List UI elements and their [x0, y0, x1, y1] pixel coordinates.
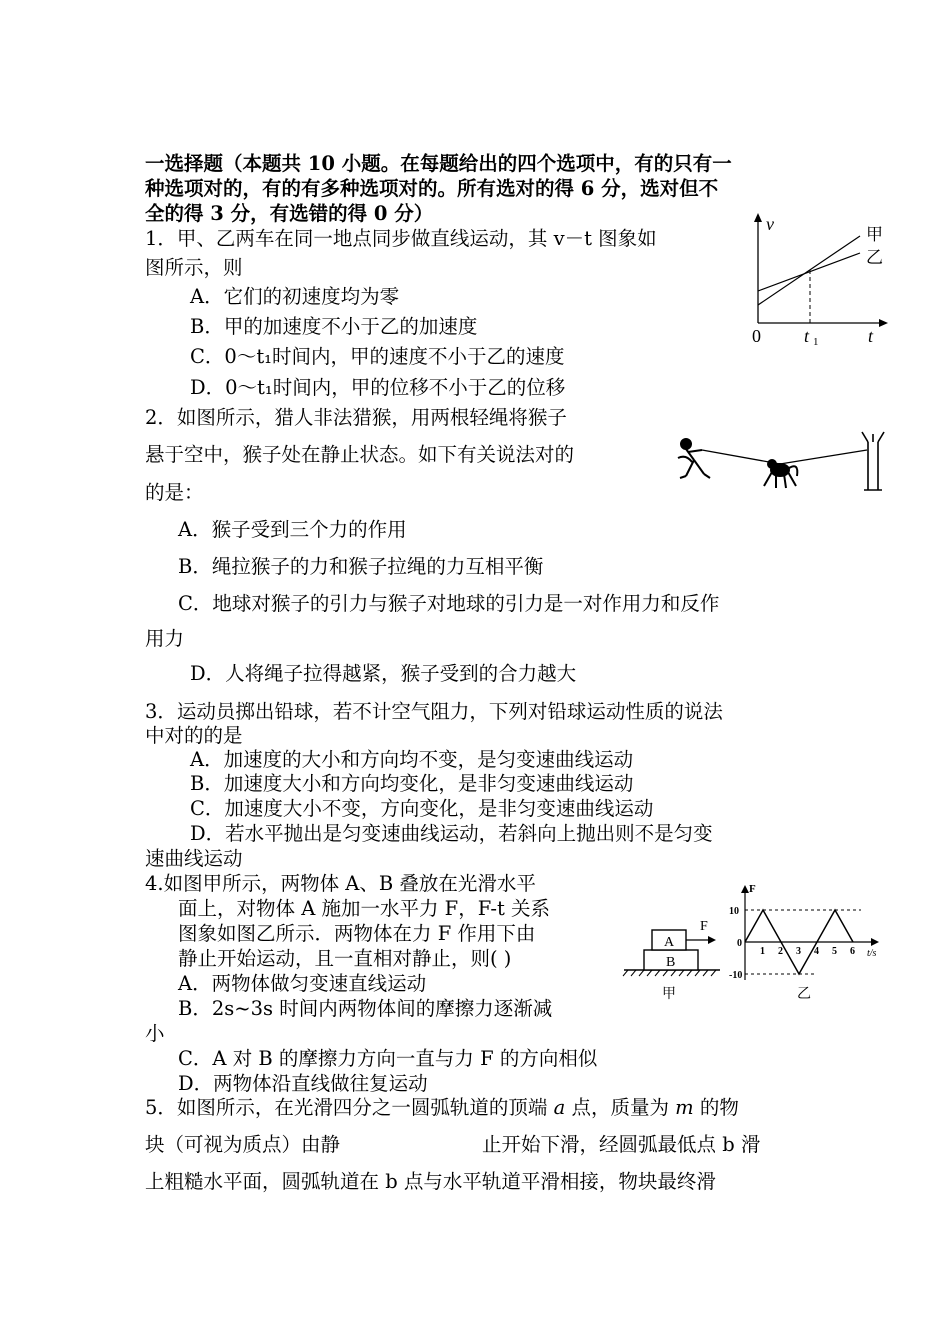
q5-point-a: a — [553, 1096, 566, 1119]
q2-monkey-figure — [764, 460, 797, 488]
q4-figure-yi — [729, 880, 885, 1005]
q4-ymin-label: -10 — [729, 970, 743, 981]
q4-stem-line2: 面上，对物体 A 施加一水平力 F，F-t 关系 — [178, 897, 550, 920]
q1-origin-label: 0 — [752, 326, 761, 346]
q1-option-d: D．0～t₁时间内，甲的位移不小于乙的位移 — [190, 376, 566, 399]
q4-option-b-line1: B．2s~3s 时间内两物体间的摩擦力逐渐减 — [178, 997, 553, 1020]
q2-rope — [702, 450, 867, 464]
q4-figure-jia-caption: 甲 — [662, 987, 676, 1002]
q4-force-arrowhead — [708, 936, 716, 944]
section-header-line1: 一选择题（本题共 10 小题。在每题给出的四个选项中，有的只有一 — [145, 152, 732, 175]
q1-t1-label: t — [804, 326, 810, 346]
q4-figure-jia — [620, 910, 730, 1005]
q3-option-c: C．加速度大小不变，方向变化，是非匀变速曲线运动 — [190, 797, 654, 820]
q1-v-label: v — [766, 214, 774, 234]
q4-tick-5: 5 — [832, 946, 837, 957]
q1-option-b: B．甲的加速度不小于乙的加速度 — [190, 315, 478, 338]
q4-option-a: A．两物体做匀变速直线运动 — [178, 972, 427, 995]
q4-tick-1: 1 — [760, 946, 765, 957]
q1-t1-subscript: 1 — [813, 336, 819, 348]
q4-origin-label: 0 — [737, 938, 742, 949]
q4-block-b-label: B — [666, 955, 676, 970]
q2-option-d: D．人将绳子拉得越紧，猴子受到的合力越大 — [190, 662, 577, 685]
q2-stem-line1: 2．如图所示，猎人非法猎猴，用两根轻绳将猴子 — [145, 406, 567, 429]
q1-vt-graph — [748, 208, 898, 348]
q3-option-d-line1: D．若水平抛出是匀变速曲线运动，若斜向上抛出则不是匀变 — [190, 822, 713, 845]
section-header-line3: 全的得 3 分，有选错的得 0 分） — [145, 202, 434, 225]
q4-option-c: C．A 对 B 的摩擦力方向一直与力 F 的方向相似 — [178, 1047, 598, 1070]
q4-tick-4: 4 — [814, 946, 819, 957]
q5-stem-line2a: 块（可视为质点）由静 — [145, 1133, 341, 1156]
q4-option-b-line2: 小 — [145, 1022, 165, 1045]
q5-stem-line3: 上粗糙水平面，圆弧轨道在 b 点与水平轨道平滑相接，物块最终滑 — [145, 1170, 716, 1193]
q4-force-label: F — [700, 919, 708, 934]
q1-yi-label: 乙 — [866, 248, 883, 267]
q1-stem-line2: 图所示，则 — [145, 256, 243, 279]
q1-stem-line1: 1．甲、乙两车在同一地点同步做直线运动，其 v－t 图象如 — [145, 227, 657, 250]
q4-f-label: F — [749, 883, 756, 895]
q2-option-c-line2: 用力 — [145, 627, 185, 650]
q1-option-c: C．0～t₁时间内，甲的速度不小于乙的速度 — [190, 345, 565, 368]
q2-option-a: A．猴子受到三个力的作用 — [178, 518, 407, 541]
q4-stem-line1: 4.如图甲所示，两物体 A、B 叠放在光滑水平 — [145, 872, 536, 895]
q3-stem-line1: 3．运动员掷出铅球，若不计空气阻力，下列对铅球运动性质的说法 — [145, 700, 723, 723]
q2-stem-line2: 悬于空中，猴子处在静止状态。如下有关说法对的 — [145, 443, 575, 466]
q3-option-d-line2: 速曲线运动 — [145, 847, 243, 870]
q2-hunter-figure — [678, 439, 710, 478]
q1-jia-label: 甲 — [866, 225, 883, 244]
section-header-line2: 种选项对的，有的有多种选项对的。所有选对的得 6 分，选对但不 — [145, 177, 719, 200]
q2-stem-line3: 的是： — [145, 481, 204, 504]
q5-stem-line2b: 止开始下滑，经圆弧最低点 b 滑 — [482, 1133, 761, 1156]
q1-line-jia — [758, 236, 860, 305]
q5-stem-part2: 点，质量为 — [565, 1096, 676, 1119]
q5-mass-m: m — [675, 1096, 694, 1119]
q5-stem-part1: 5．如图所示，在光滑四分之一圆弧轨道的顶端 — [145, 1096, 554, 1119]
q4-f-axis-arrow — [741, 885, 749, 893]
q2-tree-figure — [862, 432, 884, 490]
q4-tick-3: 3 — [796, 946, 801, 957]
q4-t-axis-arrow — [871, 938, 879, 946]
q4-stem-line4: 静止开始运动，且一直相对静止，则( ) — [178, 947, 512, 970]
q5-stem-part3: 的物 — [693, 1096, 739, 1119]
q3-option-b: B．加速度大小和方向均变化，是非匀变速曲线运动 — [190, 772, 634, 795]
q4-figure-yi-caption: 乙 — [797, 987, 811, 1002]
q4-ground-hatch — [623, 970, 716, 976]
q2-option-b: B．绳拉猴子的力和猴子拉绳的力互相平衡 — [178, 555, 544, 578]
q4-tick-6: 6 — [850, 946, 855, 957]
q3-stem-line2: 中对的的是 — [145, 724, 243, 747]
q5-stem-line1 — [145, 1096, 739, 1120]
q1-line-yi — [758, 253, 860, 291]
q3-option-a: A．加速度的大小和方向均不变，是匀变速曲线运动 — [190, 748, 634, 771]
q1-v-axis-arrow — [754, 213, 762, 222]
q2-hunter-monkey-picture — [672, 428, 887, 496]
q4-t-label: t/s — [867, 948, 877, 959]
q4-stem-line3: 图象如图乙所示．两物体在力 F 作用下由 — [178, 922, 536, 945]
q1-t-label: t — [868, 326, 874, 346]
q2-option-c-line1: C．地球对猴子的引力与猴子对地球的引力是一对作用力和反作 — [178, 592, 720, 615]
q4-block-a-label: A — [664, 935, 675, 950]
q4-ymax-label: 10 — [729, 906, 739, 917]
q4-option-d: D．两物体沿直线做往复运动 — [178, 1072, 428, 1095]
q4-tick-2: 2 — [778, 946, 783, 957]
q1-t-axis-arrow — [879, 319, 888, 327]
q1-option-a: A．它们的初速度均为零 — [190, 285, 400, 308]
